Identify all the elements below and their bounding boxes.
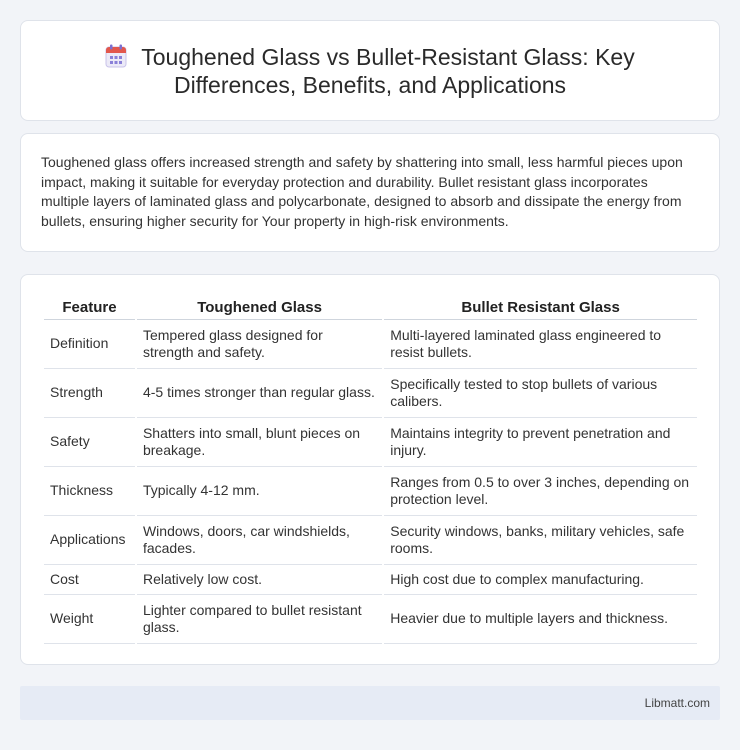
table-row xyxy=(44,418,697,467)
row-bullet-resistant-value: Heavier due to multiple layers and thickness. xyxy=(384,595,697,644)
row-feature: Safety xyxy=(44,418,135,467)
page-title-text: Toughened Glass vs Bullet-Resistant Glass: Key Differences, Benefits, and Applications xyxy=(141,43,635,98)
page-title xyxy=(51,43,689,99)
footer xyxy=(20,686,720,720)
footer-brand-link[interactable]: Libmatt.com xyxy=(644,696,710,710)
table-row xyxy=(44,467,697,516)
row-toughened-value: Windows, doors, car windshields, facades. xyxy=(137,516,382,565)
row-toughened-value: Tempered glass designed for strength and safety. xyxy=(137,320,382,369)
table-row xyxy=(44,320,697,369)
header-bullet-resistant-glass: Bullet Resistant Glass xyxy=(384,295,697,320)
row-feature: Definition xyxy=(44,320,135,369)
row-toughened-value: 4-5 times stronger than regular glass. xyxy=(137,369,382,418)
table-header-row xyxy=(44,295,697,320)
row-toughened-value: Lighter compared to bullet resistant glass. xyxy=(137,595,382,644)
row-feature: Applications xyxy=(44,516,135,565)
table-row xyxy=(44,565,697,595)
table-row xyxy=(44,369,697,418)
row-bullet-resistant-value: Maintains integrity to prevent penetration and injury. xyxy=(384,418,697,467)
intro-card xyxy=(20,133,720,252)
row-feature: Cost xyxy=(44,565,135,595)
comparison-table xyxy=(42,295,699,644)
row-bullet-resistant-value: High cost due to complex manufacturing. xyxy=(384,565,697,595)
header-toughened-glass: Toughened Glass xyxy=(137,295,382,320)
row-feature: Thickness xyxy=(44,467,135,516)
row-toughened-value: Shatters into small, blunt pieces on breakage. xyxy=(137,418,382,467)
row-toughened-value: Typically 4-12 mm. xyxy=(137,467,382,516)
row-bullet-resistant-value: Multi-layered laminated glass engineered to resist bullets. xyxy=(384,320,697,369)
row-bullet-resistant-value: Ranges from 0.5 to over 3 inches, depending on protection level. xyxy=(384,467,697,516)
header-feature: Feature xyxy=(44,295,135,320)
row-bullet-resistant-value: Security windows, banks, military vehicles, safe rooms. xyxy=(384,516,697,565)
table-row xyxy=(44,516,697,565)
intro-paragraph: Toughened glass offers increased strength and safety by shattering into small, less harmful pieces upon impact, making it suitable for everyday protection and durability. Bullet resistant glass incorporates multiple layers of laminated glass and polycarbonate, designed to absorb and dissipate the energy from bullets, ensuring higher security for Your property in high-risk environments. xyxy=(41,154,683,229)
table-row xyxy=(44,595,697,644)
row-toughened-value: Relatively low cost. xyxy=(137,565,382,595)
row-feature: Strength xyxy=(44,369,135,418)
calendar-icon xyxy=(105,44,127,68)
title-card xyxy=(20,20,720,121)
comparison-card xyxy=(20,274,720,665)
row-feature: Weight xyxy=(44,595,135,644)
row-bullet-resistant-value: Specifically tested to stop bullets of various calibers. xyxy=(384,369,697,418)
